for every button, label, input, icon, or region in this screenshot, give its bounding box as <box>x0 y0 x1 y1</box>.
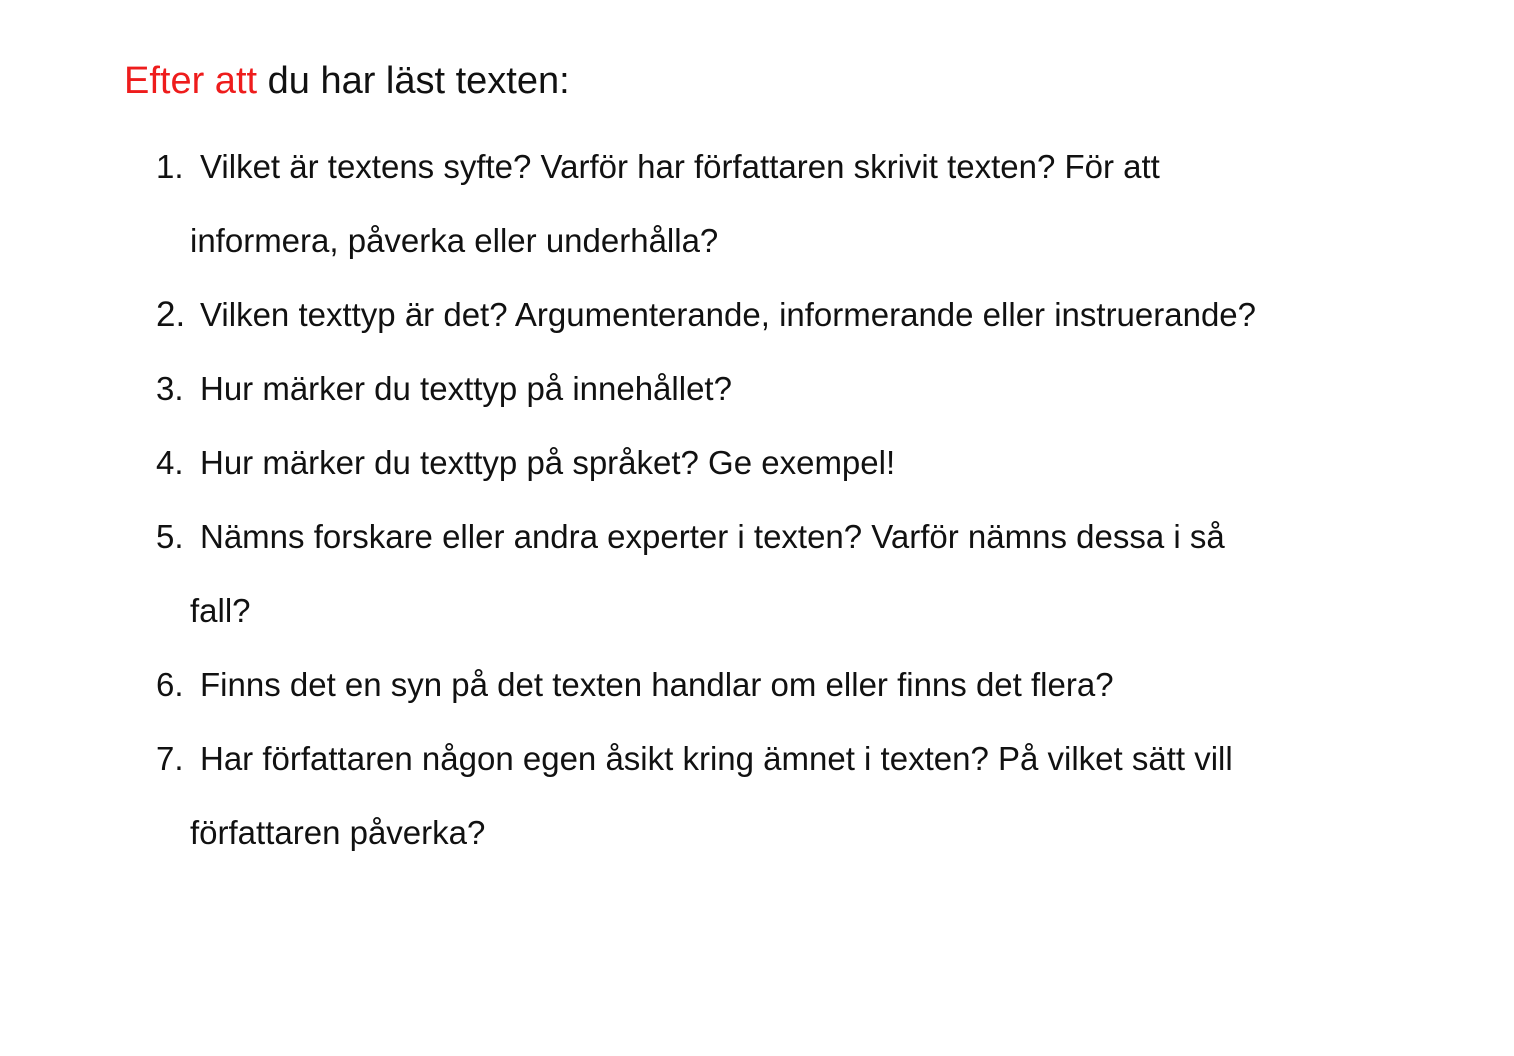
question-text: Finns det en syn på det texten handlar om eller finns det flera? <box>200 666 1114 703</box>
question-item <box>156 278 1456 352</box>
question-number: 3. <box>156 370 184 407</box>
question-text-continued: fall? <box>190 592 251 629</box>
question-item <box>156 500 1456 648</box>
question-number: 1. <box>156 148 184 185</box>
question-text: Vilket är textens syfte? Varför har författaren skrivit texten? För att <box>200 148 1160 185</box>
page-title <box>124 56 570 106</box>
question-text: Hur märker du texttyp på språket? Ge exempel! <box>200 444 896 481</box>
question-list <box>156 130 1456 870</box>
question-text: Nämns forskare eller andra experter i texten? Varför nämns dessa i så <box>200 518 1225 555</box>
question-text: Har författaren någon egen åsikt kring ämnet i texten? På vilket sätt vill <box>200 740 1233 777</box>
question-text: Vilken texttyp är det? Argumenterande, informerande eller instruerande? <box>200 296 1257 333</box>
question-number: 5. <box>156 518 184 555</box>
title-rest: du har läst texten: <box>257 60 570 102</box>
question-item <box>156 352 1456 426</box>
question-number: 4. <box>156 444 184 481</box>
question-text-continued: författaren påverka? <box>190 814 486 851</box>
question-item <box>156 722 1456 870</box>
title-accent: Efter att <box>124 60 258 102</box>
question-item <box>156 130 1456 278</box>
question-text: Hur märker du texttyp på innehållet? <box>200 370 732 407</box>
question-number: 2. <box>156 295 186 334</box>
question-number: 7. <box>156 740 184 777</box>
question-number: 6. <box>156 666 184 703</box>
question-item <box>156 648 1456 722</box>
question-item <box>156 426 1456 500</box>
question-text-continued: informera, påverka eller underhålla? <box>190 222 719 259</box>
